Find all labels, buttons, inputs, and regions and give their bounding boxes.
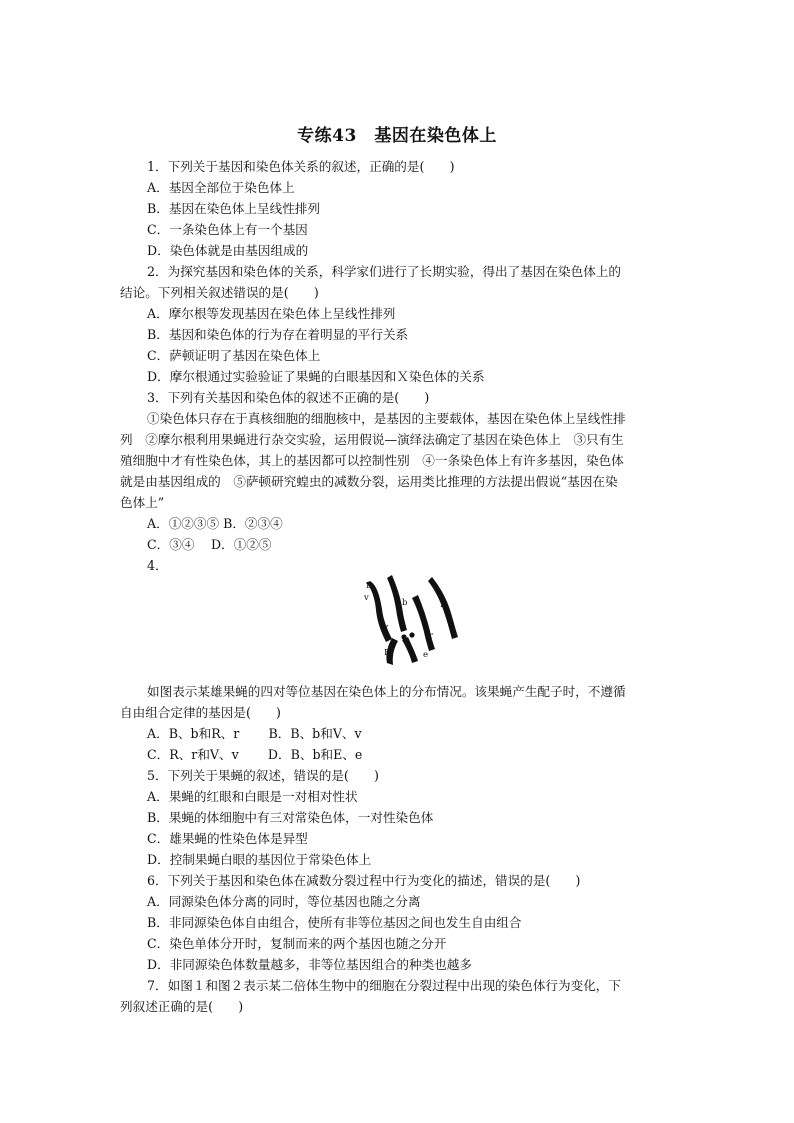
question-1: 1．下列关于基因和染色体关系的叙述，正确的是( ) (147, 159, 455, 174)
option-6b: B．非同源染色体自由组合，使所有非等位基因之间也发生自由组合 (147, 915, 522, 930)
option-2b: B．基因和染色体的行为存在着明显的平行关系 (147, 327, 409, 342)
page-title: 专练43 基因在染色体上 (297, 126, 497, 146)
option-5a: A．果蝇的红眼和白眼是一对相对性状 (147, 789, 358, 804)
chromosome-figure (352, 575, 464, 675)
gene-label-v-upper: V (382, 624, 389, 634)
option-4cd: C．R、r和V、v D．B、b和E、e (147, 747, 363, 762)
gene-label-b-upper: B (366, 581, 373, 591)
option-5c: C．雄果蝇的性染色体是异型 (147, 831, 308, 846)
question-3-body-2: 列 ②摩尔根利用果蝇进行杂交实验，运用假说—演绎法确定了基因在染色体上 ③只有生 (120, 432, 624, 447)
option-6a: A．同源染色体分离的同时，等位基因也随之分离 (147, 894, 421, 909)
question-3: 3．下列有关基因和染色体的叙述不正确的是( ) (147, 390, 430, 405)
option-1c: C．一条染色体上有一个基因 (147, 222, 308, 237)
question-6: 6．下列关于基因和染色体在减数分裂过程中行为变化的描述，错误的是( ) (147, 873, 581, 888)
option-2d: D．摩尔根通过实验验证了果蝇的白眼基因和Ｘ染色体的关系 (147, 369, 485, 384)
option-3ab: A．①②③⑤ B．②③④ (147, 516, 283, 531)
question-4-body-1: 如图表示某雄果蝇的四对等位基因在染色体上的分布情况。该果蝇产生配子时，不遵循 (147, 684, 626, 699)
option-1b: B．基因在染色体上呈线性排列 (147, 201, 320, 216)
gene-label-r-upper: R (440, 600, 447, 610)
question-7: 7．如图１和图２表示某二倍体生物中的细胞在分裂过程中出现的染色体行为变化，下 (147, 978, 621, 993)
option-3cd: C．③④ D．①②⑤ (147, 537, 272, 552)
question-3-body-4: 就是由基因组成的 ⑤萨顿研究蝗虫的减数分裂，运用类比推理的方法提出假说“基因在染 (120, 474, 618, 489)
question-5: 5．下列关于果蝇的叙述，错误的是( ) (147, 768, 379, 783)
chromosome-diagram (352, 575, 464, 675)
option-1a: A．基因全部位于染色体上 (147, 180, 295, 195)
option-4ab: A．B、b和R、r B．B、b和V、v (147, 726, 362, 741)
option-6c: C．染色单体分开时，复制而来的两个基因也随之分开 (147, 936, 447, 951)
option-2a: A．摩尔根等发现基因在染色体上呈线性排列 (147, 306, 396, 321)
gene-label-r-lower: r (429, 631, 434, 641)
question-2: 2．为探究基因和染色体的关系，科学家们进行了长期实验，得出了基因在染色体上的 (147, 264, 621, 279)
option-2c: C．萨顿证明了基因在染色体上 (147, 348, 321, 363)
option-6d: D．非同源染色体数量越多，非等位基因组合的种类也越多 (147, 957, 472, 972)
question-2-cont: 结论。下列相关叙述错误的是( ) (120, 285, 319, 300)
option-1d: D．染色体就是由基因组成的 (147, 243, 309, 258)
gene-label-b-lower: b (402, 598, 408, 608)
question-3-body-3: 殖细胞中才有性染色体，其上的基因都可以控制性别 ④一条染色体上有许多基因，染色体 (120, 453, 624, 468)
option-5b: B．果蝇的体细胞中有三对常染色体，一对性染色体 (147, 810, 434, 825)
question-3-body-1: ①染色体只存在于真核细胞的细胞核中，是基因的主要载体，基因在染色体上呈线性排 (147, 411, 626, 426)
question-4: 4． (147, 558, 168, 573)
gene-label-e-upper: E (384, 648, 391, 658)
gene-label-e-lower: e (423, 650, 429, 660)
gene-label-v-lower: v (364, 593, 369, 603)
question-3-body-5: 色体上” (120, 495, 165, 510)
question-7-cont: 列叙述正确的是( ) (120, 999, 244, 1014)
question-4-body-2: 自由组合定律的基因是( ) (120, 705, 281, 720)
option-5d: D．控制果蝇白眼的基因位于常染色体上 (147, 852, 372, 867)
